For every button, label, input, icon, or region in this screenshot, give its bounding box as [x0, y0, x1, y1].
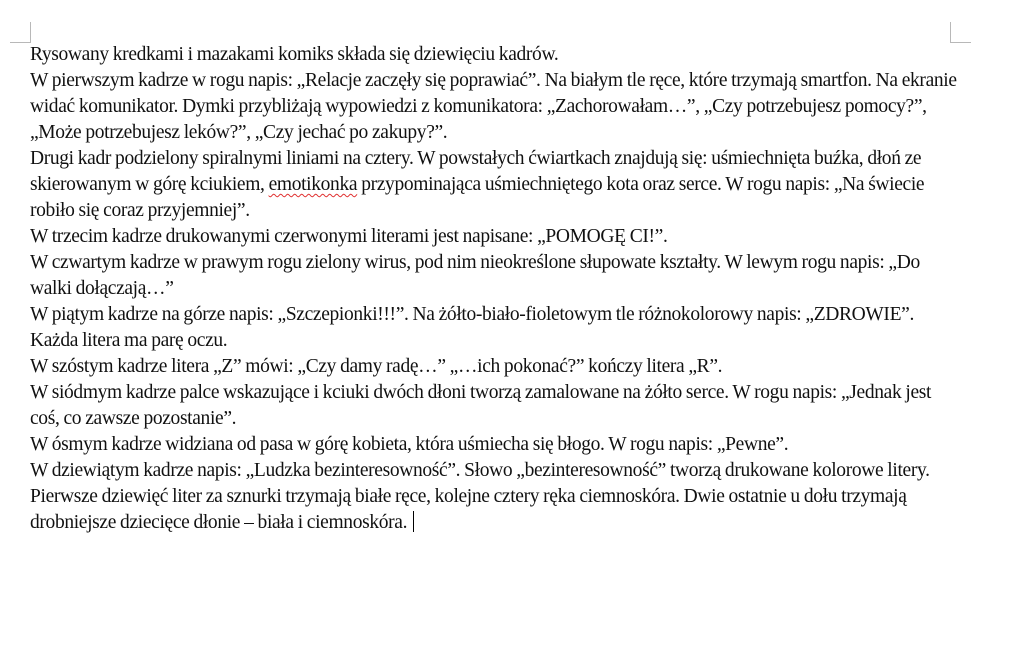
paragraph-frame-6: W szóstym kadrze litera „Z” mówi: „Czy damy radę…” „…ich pokonać?” kończy litera „R”.	[30, 356, 723, 377]
paragraph-frame-2	[30, 146, 960, 224]
paragraph-frame-9-text: W dziewiątym kadrze napis: „Ludzka bezinteresowność”. Słowo „bezinteresowność” tworzą drukowane kolorowe litery. Pierwsze dziewięć liter za sznurki trzymają białe ręce, kolejne cztery ręka ciemnoskóra. Dwie ostatnie u dołu trzymają drobniejsze dziecięce dłonie – biała i ciemnoskóra.	[30, 460, 930, 533]
paragraph-frame-8: W ósmym kadrze widziana od pasa w górę kobieta, która uśmiecha się błogo. W rogu napis: „Pewne”.	[30, 434, 789, 455]
paragraph-frame-2-part-2: przypominająca uśmiechniętego kota oraz serce. W rogu napis: „Na świecie robiło się coraz przyjemniej”.	[30, 174, 925, 221]
paragraph-frame-3: W trzecim kadrze drukowanymi czerwonymi literami jest napisane: „POMOGĘ CI!”.	[30, 226, 668, 247]
document-text-area[interactable]	[30, 42, 960, 536]
paragraph-frame-2-part-1: Drugi kadr podzielony spiralnymi liniami na cztery. W powstałych ćwiartkach znajdują się: uśmiechnięta buźka, dłoń ze skierowanym w górę kciukiem,	[30, 148, 922, 195]
misspelled-word[interactable]: emotikonka	[268, 174, 358, 195]
paragraph-intro: Rysowany kredkami i mazakami komiks składa się dziewięciu kadrów.	[30, 44, 559, 65]
paragraph-frame-5: W piątym kadrze na górze napis: „Szczepionki!!!”. Na żółto-biało-fioletowym tle różnokolorowy napis: „ZDROWIE”. Każda litera ma parę oczu.	[30, 304, 914, 351]
paragraph-frame-1: W pierwszym kadrze w rogu napis: „Relacje zaczęły się poprawiać”. Na białym tle ręce, które trzymają smartfon. Na ekranie widać komunikator. Dymki przybliżają wypowiedzi z komunikatora: „Zachorowałam…”, „Czy potrzebujesz pomocy?”, „Może potrzebujesz leków?”, „Czy jechać po zakupy?”.	[30, 70, 957, 143]
paragraph-frame-4: W czwartym kadrze w prawym rogu zielony wirus, pod nim nieokreślone słupowate kształty. W lewym rogu napis: „Do walki dołączają…”	[30, 252, 920, 299]
text-cursor	[413, 511, 414, 532]
paragraph-frame-7: W siódmym kadrze palce wskazujące i kciuki dwóch dłoni tworzą zamalowane na żółto serce. W rogu napis: „Jednak jest coś, co zawsze pozostanie”.	[30, 382, 932, 429]
top-left-margin-mark	[10, 22, 31, 43]
paragraph-frame-9	[30, 458, 960, 536]
top-right-margin-mark	[950, 22, 971, 43]
